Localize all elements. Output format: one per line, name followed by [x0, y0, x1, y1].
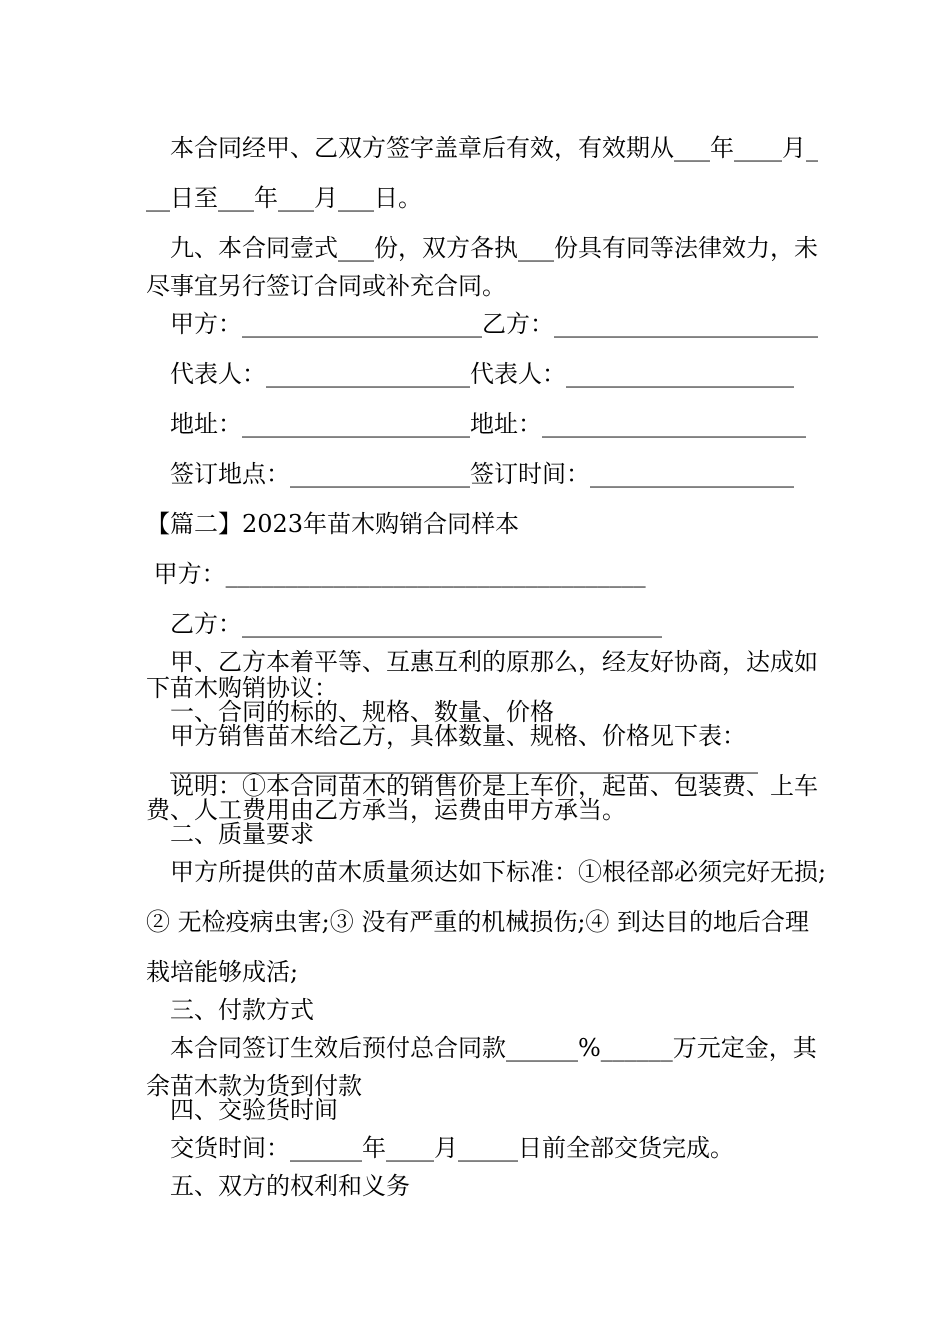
party-b-field: 乙方：___________________________________	[146, 610, 662, 638]
signature-line-party: 甲方：____________________乙方：______________________	[146, 310, 818, 338]
clause-heading: 三、付款方式	[146, 996, 314, 1024]
section-title: 【篇二】2023年苗木购销合同样本	[146, 510, 520, 538]
party-a-field: 甲方：___________________________________	[146, 560, 646, 588]
paragraph-line: 甲、乙方本着平等、互惠互利的原那么，经友好协商，达成如	[146, 648, 818, 676]
paragraph-line: 本合同经甲、乙双方签字盖章后有效，有效期从___年____月_	[146, 134, 818, 162]
paragraph-line: 本合同签订生效后预付总合同款______%______万元定金，其	[146, 1034, 817, 1062]
paragraph-line: 说明：①本合同苗木的销售价是上车价，起苗、包装费、上车	[146, 772, 818, 800]
clause-heading: 五、双方的权利和义务	[146, 1172, 410, 1200]
clause-heading: 二、质量要求	[146, 820, 314, 848]
signature-line-place-time: 签订地点：_______________签订时间：_________________	[146, 460, 794, 488]
paragraph-line: 甲方所提供的苗木质量须达如下标准：①根径部必须完好无损;	[146, 858, 827, 886]
paragraph-line: 余苗木款为货到付款	[146, 1072, 362, 1100]
paragraph-line: 交货时间：______年____月_____日前全部交货完成。	[146, 1134, 734, 1162]
paragraph-line: 甲方销售苗木给乙方，具体数量、规格、价格见下表：	[146, 722, 746, 750]
clause-heading: 四、交验货时间	[146, 1096, 338, 1124]
paragraph-line: 费、人工费用由乙方承当，运费由甲方承当。	[146, 796, 626, 824]
blank-table-line: _________________________________________________	[146, 746, 758, 774]
paragraph-line: 下苗木购销协议：	[146, 674, 338, 702]
paragraph-line: 九、本合同壹式___份，双方各执___份具有同等法律效力，未	[146, 234, 818, 262]
signature-line-representative: 代表人：_________________代表人：___________________	[146, 360, 794, 388]
paragraph-line: 尽事宜另行签订合同或补充合同。	[146, 272, 506, 300]
paragraph-line: ② 无检疫病虫害;③ 没有严重的机械损伤;④ 到达目的地后合理	[146, 908, 810, 936]
clause-heading: 一、合同的标的、规格、数量、价格	[146, 698, 554, 726]
signature-line-address: 地址：___________________地址：______________________	[146, 410, 806, 438]
paragraph-line: __日至___年___月___日。	[146, 184, 422, 212]
paragraph-line: 栽培能够成活;	[146, 958, 299, 986]
